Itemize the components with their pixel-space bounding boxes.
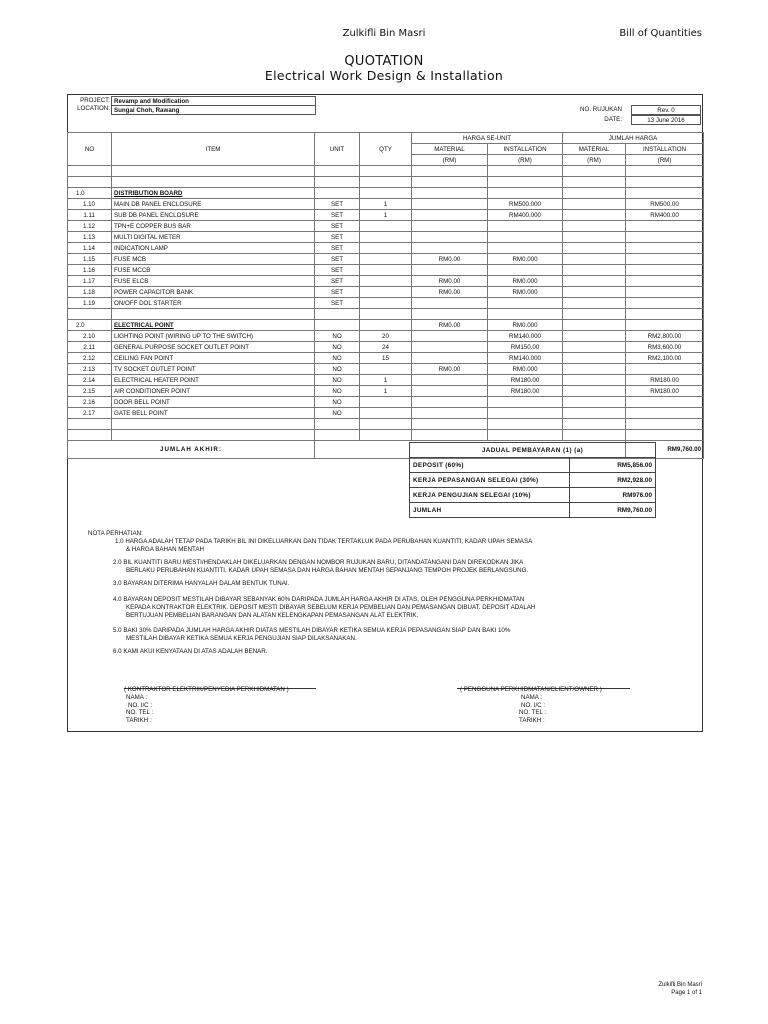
row-material-rate [412,298,488,309]
row-qty [360,177,412,188]
row-material-rate [412,309,488,320]
row-installation-rate: RM0.000 [488,364,563,375]
col-header-item: ITEM [112,133,315,166]
row-total-material [563,166,626,177]
row-material-rate [412,221,488,232]
note-2-line-2: BERLAKU PERUBAHAN KUANTITI, KADAR UPAH SEMASA DAN HARGA BAHAN MENTAH SEPANJANG TEMPOH PROJEK BERLANGSUNG. [126,567,529,574]
row-unit: SET [315,221,360,232]
row-total-installation: RM180.00 [626,386,704,397]
row-installation-rate [488,419,563,430]
row-total-installation [626,276,704,287]
project-value: Revamp and Modification [111,96,316,106]
row-no: 1.11 [68,210,112,221]
payment-row [410,503,656,518]
row-material-rate [412,243,488,254]
table-row [68,353,704,364]
table-row [68,309,704,320]
row-no: 2.16 [68,397,112,408]
project-label: PROJECT: [80,97,110,104]
row-no: 1.12 [68,221,112,232]
row-unit [315,309,360,320]
col-header-jumlah-harga: JUMLAH HARGA [563,133,704,144]
note-5-line-2: MESTILAH DIBAYAR KETIKA SEMUA KERJA PENGUJIAN SIAP DILAKSANAKAN. [126,635,357,642]
row-installation-rate: RM0.000 [488,287,563,298]
row-qty: 20 [360,331,412,342]
row-material-rate: RM0.00 [412,276,488,287]
left-tarikh: TARIKH : [126,717,152,724]
row-item: TV SOCKET OUTLET POINT [112,364,315,375]
row-total-installation [626,265,704,276]
note-6: 6.0 KAMI AKUI KENYATAAN DI ATAS ADALAH BENAR. [113,648,268,655]
row-unit [315,188,360,199]
row-total-material [563,430,626,441]
row-item: INDICATION LAMP [112,243,315,254]
row-installation-rate [488,221,563,232]
row-item: GENERAL PURPOSE SOCKET OUTLET POINT [112,342,315,353]
row-item: ELECTRICAL HEATER POINT [112,375,315,386]
row-total-installation [626,254,704,265]
row-total-installation [626,309,704,320]
row-total-material [563,287,626,298]
row-installation-rate: RM150.00 [488,342,563,353]
row-unit: SET [315,298,360,309]
location-value: Sungai Choh, Rawang [111,105,316,115]
row-installation-rate: RM180.00 [488,375,563,386]
payment-value: RM976.00 [570,488,656,503]
row-qty: 1 [360,386,412,397]
col-header-no: NO [68,133,112,166]
table-row [68,430,704,441]
row-item: FUSE MCB [112,254,315,265]
left-tel: NO. TEL : [126,709,154,716]
row-total-material [563,309,626,320]
row-qty [360,309,412,320]
row-unit: SET [315,232,360,243]
row-no: 1.13 [68,232,112,243]
row-total-material [563,375,626,386]
payment-value: RM9,760.00 [570,503,656,518]
payment-label: JUMLAH [410,503,570,518]
row-unit [315,419,360,430]
row-total-installation [626,166,704,177]
row-no [68,309,112,320]
left-nama: NAMA : [126,694,147,701]
row-qty [360,419,412,430]
row-unit [315,177,360,188]
left-ic: NO. I/C : [128,702,153,709]
row-qty: 1 [360,210,412,221]
row-item: GATE BELL POINT [112,408,315,419]
footer-page-number: Page 1 of 1 [671,990,702,996]
payment-row [410,458,656,473]
row-item [112,430,315,441]
row-item: AIR CONDITIONER POINT [112,386,315,397]
row-material-rate: RM0.00 [412,287,488,298]
row-installation-rate [488,397,563,408]
col-header-qty: QTY [360,133,412,166]
row-no: 2.13 [68,364,112,375]
row-unit: SET [315,265,360,276]
table-row [68,265,704,276]
row-total-installation [626,298,704,309]
row-installation-rate: RM0.000 [488,254,563,265]
row-unit: NO [315,397,360,408]
row-total-material [563,276,626,287]
row-no: 1.10 [68,199,112,210]
row-total-material [563,353,626,364]
row-installation-rate [488,298,563,309]
table-row [68,386,704,397]
row-material-rate [412,386,488,397]
ref-value: Rev. 0 [631,105,701,115]
row-item: ON/OFF DOL STARTER [112,298,315,309]
col-unit-rm: (RM) [412,155,488,166]
header-author: Zulkifli Bin Masri [342,28,426,39]
col-unit-rm: (RM) [626,155,704,166]
row-qty [360,265,412,276]
row-item: SUB DB PANEL ENCLOSURE [112,210,315,221]
row-material-rate [412,408,488,419]
note-1-line-1: 1.0 HARGA ADALAH TETAP PADA TARIKH BIL INI DIKELUARKAN DAN TIDAK TERTAKLUK PADA PERUBAHAN KUANTITI, KADAR UPAH SEMASA [115,538,533,545]
row-qty [360,221,412,232]
row-no: 2.0 [68,320,112,331]
row-no: 2.12 [68,353,112,364]
row-unit: NO [315,342,360,353]
row-material-rate [412,265,488,276]
row-material-rate [412,430,488,441]
row-unit [315,320,360,331]
row-qty [360,243,412,254]
row-item [112,166,315,177]
row-unit: NO [315,331,360,342]
row-total-installation: RM500.00 [626,199,704,210]
row-qty [360,430,412,441]
row-total-material [563,364,626,375]
row-no [68,430,112,441]
note-2-line-1: 2.0 BIL KUANTITI BARU MESTI/HENDAKLAH DIKELUARKAN DENGAN NOMBOR RUJUKAN BARU, DITANDATANGANI DAN DIREKODKAN JIKA [113,559,524,566]
col-unit-rm: (RM) [488,155,563,166]
row-no: 2.15 [68,386,112,397]
row-total-installation [626,232,704,243]
date-value: 13 June 2016 [631,115,701,125]
table-row [68,254,704,265]
page-subtitle: Electrical Work Design & Installation [264,68,504,83]
row-total-installation [626,408,704,419]
row-material-rate [412,166,488,177]
payment-label: KERJA PEPASANGAN SELEGAI (30%) [410,473,570,488]
location-label: LOCATION: [77,105,110,112]
col-header-total-installation: INSTALLATION [626,144,704,155]
row-total-material [563,342,626,353]
row-total-installation [626,320,704,331]
row-installation-rate [488,408,563,419]
row-total-installation: RM2,100.00 [626,353,704,364]
row-item [112,309,315,320]
right-tarikh: TARIKH : [519,717,545,724]
row-material-rate [412,177,488,188]
table-row [68,331,704,342]
row-total-material [563,419,626,430]
table-row [68,408,704,419]
row-material-rate [412,375,488,386]
row-installation-rate [488,265,563,276]
note-4-line-1: 4.0 BAYARAN DEPOSIT MESTILAH DIBAYAR SEBANYAK 60% DARIPADA JUMLAH HARGA AKHIR DI ATAS, OLEH PENGGUNA PERKHIDMATAN [113,596,525,603]
row-no: 1.15 [68,254,112,265]
table-row [68,210,704,221]
row-total-installation [626,243,704,254]
note-3: 3.0 BAYARAN DITERIMA HANYALAH DALAM BENTUK TUNAI. [113,580,290,587]
payment-title: JADUAL PEMBAYARAN (1) (a) [410,443,656,458]
row-total-installation [626,221,704,232]
row-item: POWER CAPACITOR BANK [112,287,315,298]
table-row [68,419,704,430]
table-row [68,276,704,287]
table-row [68,199,704,210]
row-no: 2.14 [68,375,112,386]
row-no: 1.19 [68,298,112,309]
row-total-installation [626,419,704,430]
row-total-material [563,243,626,254]
row-unit: SET [315,243,360,254]
row-installation-rate: RM140.000 [488,353,563,364]
row-qty [360,232,412,243]
table-row [68,298,704,309]
row-installation-rate: RM140.000 [488,331,563,342]
row-installation-rate [488,309,563,320]
row-installation-rate [488,177,563,188]
table-row [68,166,704,177]
row-item: ELECTRICAL POINT [112,320,315,331]
note-4-line-2: KEPADA KONTRAKTOR ELEKTRIK. DEPOSIT MESTI DIBAYAR SEBELUM KERJA PEMBELIAN DAN PEMASANGAN DIBUAT. DEPOSIT ADALAH [126,604,536,611]
row-installation-rate: RM400.000 [488,210,563,221]
col-header-harga-seunit: HARGA SE-UNIT [412,133,563,144]
row-total-installation [626,430,704,441]
table-row [68,243,704,254]
col-header-material: MATERIAL [412,144,488,155]
row-total-material [563,298,626,309]
row-total-material [563,232,626,243]
signature-left-title: ( KONTRAKTOR ELEKTRIK/PENYEDIA PERKHIDMATAN ) [124,686,289,693]
footer-author: Zulkifli Bin Masri [658,982,702,988]
row-material-rate [412,188,488,199]
row-item: DOOR BELL POINT [112,397,315,408]
payment-row [410,473,656,488]
col-header-unit: UNIT [315,133,360,166]
row-no: 1.18 [68,287,112,298]
table-row [68,232,704,243]
table-row [68,287,704,298]
row-item: DISTRIBUTION BOARD [112,188,315,199]
payment-value: RM2,928.00 [570,473,656,488]
row-qty [360,408,412,419]
payment-label: DEPOSIT (60%) [410,458,570,473]
row-total-material [563,265,626,276]
row-qty [360,254,412,265]
date-label: DATE: [604,116,622,123]
grand-total-label: JUMLAH AKHIR: [68,441,315,459]
row-material-rate [412,419,488,430]
row-total-material [563,221,626,232]
row-qty: 1 [360,199,412,210]
payment-value: RM5,856.00 [570,458,656,473]
row-qty [360,298,412,309]
row-unit: SET [315,210,360,221]
row-no: 1.17 [68,276,112,287]
payment-label: KERJA PENGUJIAN SELEGAI (10%) [410,488,570,503]
row-material-rate [412,342,488,353]
row-unit: NO [315,386,360,397]
row-total-material [563,254,626,265]
row-total-material [563,386,626,397]
row-qty [360,166,412,177]
ref-label: NO. RUJUKAN [580,106,622,113]
row-material-rate [412,331,488,342]
row-material-rate: RM0.00 [412,364,488,375]
row-qty: 15 [360,353,412,364]
row-total-material [563,331,626,342]
notes-heading: NOTA PERHATIAN: [88,530,143,537]
row-qty [360,276,412,287]
row-qty [360,287,412,298]
row-total-material [563,408,626,419]
row-installation-rate [488,166,563,177]
row-installation-rate: RM0.000 [488,320,563,331]
table-row [68,320,704,331]
row-total-material [563,188,626,199]
table-row [68,177,704,188]
row-qty [360,397,412,408]
row-item: TPN+E COPPER BUS BAR [112,221,315,232]
row-qty [360,320,412,331]
note-1-line-2: & HARGA BAHAN MENTAH [126,546,204,553]
row-installation-rate: RM500.000 [488,199,563,210]
row-no: 1.16 [68,265,112,276]
row-qty: 1 [360,375,412,386]
row-material-rate [412,232,488,243]
page-title: QUOTATION [344,54,424,69]
row-unit: NO [315,408,360,419]
row-item: LIGHTING POINT (WIRING UP TO THE SWITCH) [112,331,315,342]
row-total-installation [626,397,704,408]
table-row [68,364,704,375]
note-4-line-3: BERTUJUAN PEMBELIAN BARANGAN DAN ALATAN KELENGKAPAN PEMASANGAN ALAT ELEKTRIK. [126,612,419,619]
row-no: 2.11 [68,342,112,353]
table-row [68,375,704,386]
row-installation-rate: RM0.000 [488,276,563,287]
row-qty [360,364,412,375]
row-material-rate [412,210,488,221]
row-total-installation [626,287,704,298]
row-total-material [563,210,626,221]
col-header-total-material: MATERIAL [563,144,626,155]
row-unit [315,166,360,177]
row-no: 1.14 [68,243,112,254]
payment-row [410,488,656,503]
col-unit-rm: (RM) [563,155,626,166]
row-material-rate: RM0.00 [412,320,488,331]
row-item: CEILING FAN POINT [112,353,315,364]
payment-schedule [409,442,656,518]
row-no [68,166,112,177]
row-installation-rate [488,188,563,199]
row-material-rate: RM0.00 [412,254,488,265]
right-ic: NO. I/C : [521,702,546,709]
table-row [68,342,704,353]
row-unit: SET [315,276,360,287]
row-total-material [563,177,626,188]
right-tel: NO. TEL : [519,709,547,716]
row-no [68,177,112,188]
row-installation-rate [488,243,563,254]
grand-total-value: RM9,760.00 [626,441,704,459]
boq-table [67,132,704,459]
row-installation-rate: RM180.00 [488,386,563,397]
row-total-material [563,320,626,331]
row-installation-rate [488,430,563,441]
row-unit: NO [315,364,360,375]
row-unit: NO [315,353,360,364]
row-total-installation: RM180.00 [626,375,704,386]
row-total-installation [626,188,704,199]
row-no: 2.17 [68,408,112,419]
col-header-installation: INSTALLATION [488,144,563,155]
row-unit: SET [315,287,360,298]
row-unit: SET [315,199,360,210]
header-doc-type: Bill of Quantities [619,28,702,39]
row-no: 2.10 [68,331,112,342]
row-item [112,419,315,430]
row-item: MAIN DB PANEL ENCLOSURE [112,199,315,210]
row-no: 1.0 [68,188,112,199]
row-item: FUSE ELCB [112,276,315,287]
row-unit [315,430,360,441]
row-total-installation: RM400.00 [626,210,704,221]
row-qty: 24 [360,342,412,353]
table-row [68,397,704,408]
row-total-material [563,397,626,408]
row-total-installation [626,177,704,188]
signature-right-title: ( PENGGUNA PERKHIDMATAN/CLIENT/OWNER ) [460,686,602,693]
row-item: MULTI DIGITAL METER [112,232,315,243]
row-unit: NO [315,375,360,386]
row-total-material [563,199,626,210]
row-unit: SET [315,254,360,265]
row-item: FUSE MCCB [112,265,315,276]
row-total-installation [626,364,704,375]
note-5-line-1: 5.0 BAKI 30% DARIPADA JUMLAH HARGA AKHIR DIATAS MESTILAH DIBAYAR KETIKA SEMUA KERJA PEPASANGAN SIAP DAN BAKI 10% [113,627,511,634]
row-qty [360,188,412,199]
right-nama: NAMA : [521,694,542,701]
row-installation-rate [488,232,563,243]
table-row [68,188,704,199]
row-item [112,177,315,188]
row-total-installation: RM2,800.00 [626,331,704,342]
row-material-rate [412,397,488,408]
table-row [68,221,704,232]
row-material-rate [412,199,488,210]
row-no [68,419,112,430]
row-total-installation: RM3,600.00 [626,342,704,353]
row-material-rate [412,353,488,364]
